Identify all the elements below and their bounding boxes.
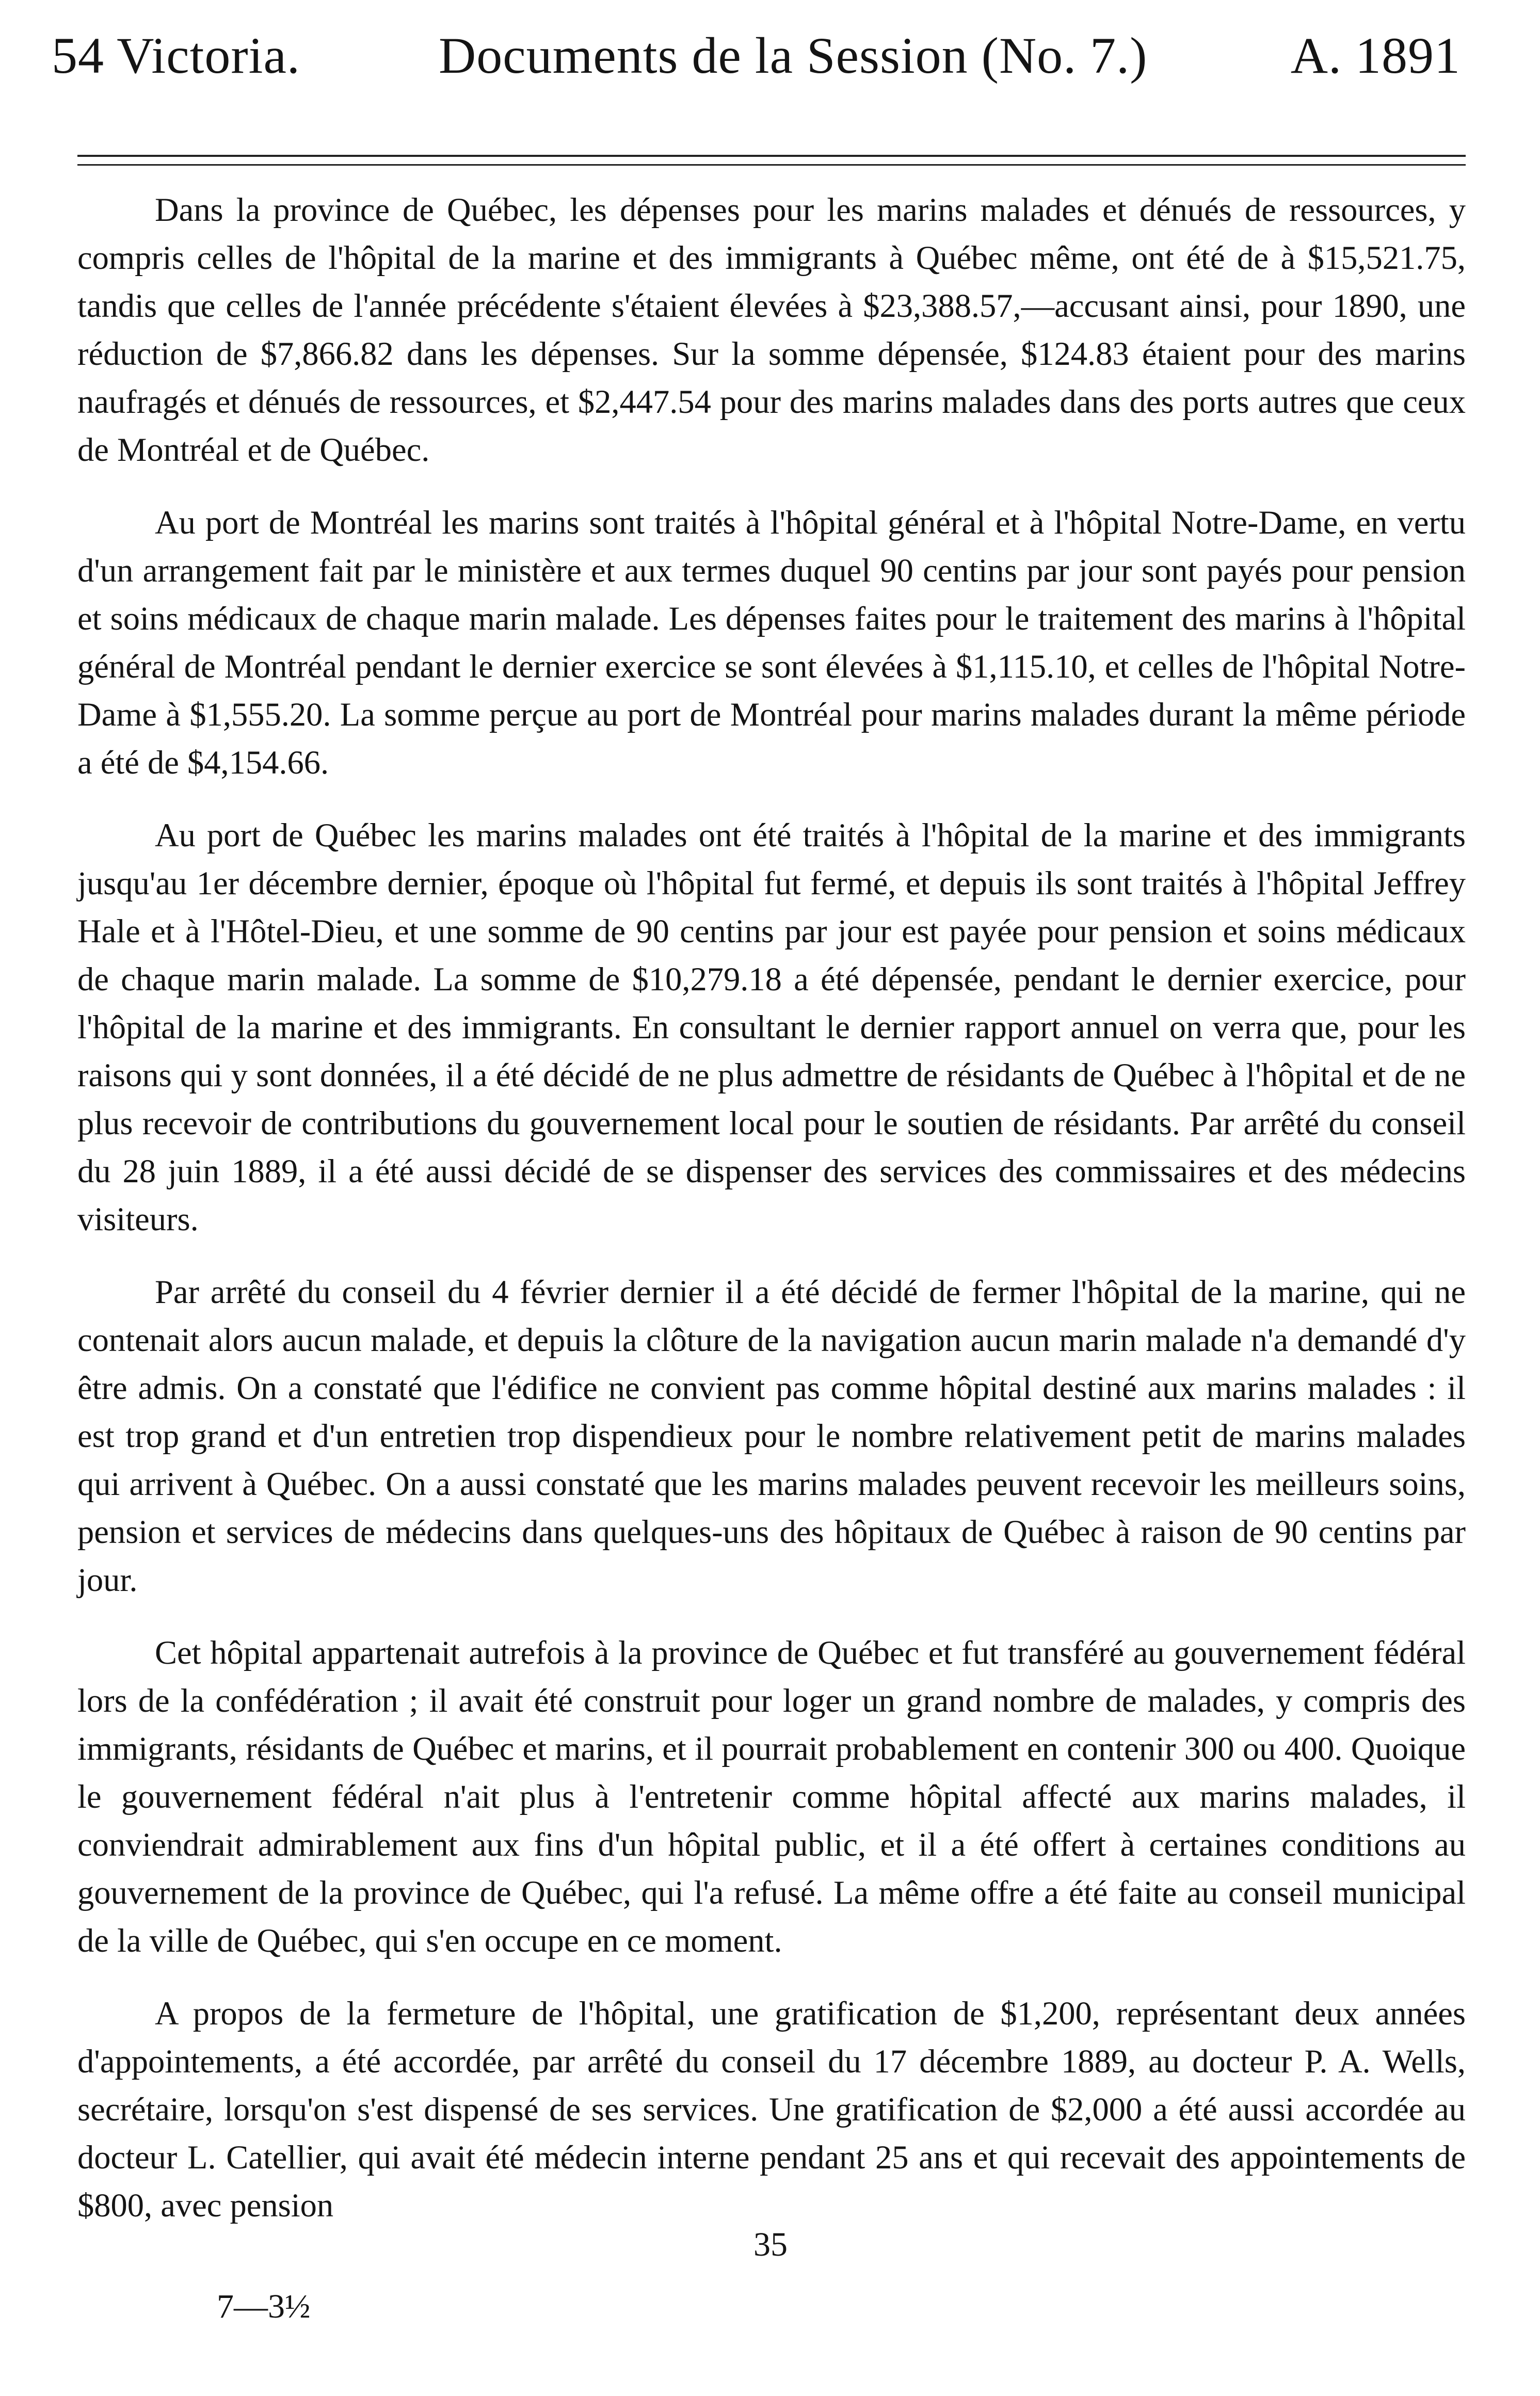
header-volume: 54 Victoria. [52, 27, 300, 84]
paragraph-quebec-expenses: Dans la province de Québec, les dépenses pour les marins malades et dénués de ressources, y compris celles de l'hôpital de la marine et des immigrants à Québec même, ont été de à $15,521.75, tandis que celles de l'année précédente s'étaient élevées à $23,388.57,—accusant ainsi, pour 1890, une réduction de $7,866.82 dans les dépenses. Sur la somme dépensée, $124.83 étaient pour des marins naufragés et dénués de ressources, et $2,447.54 pour des marins malades dans des ports autres que ceux de Montréal et de Québec. [77, 191, 1466, 468]
header-rule-bottom [77, 164, 1466, 166]
paragraph-montreal-port: Au port de Montréal les marins sont traités à l'hôpital général et à l'hôpital Notre-Dame, en vertu d'un arrangement fait par le ministère et aux termes duquel 90 centins par jour sont payés pour pension et soins médicaux de chaque marin malade. Les dépenses faites pour le traitement des marins à l'hôpital général de Montréal pendant le dernier exercice se sont élevées à $1,115.10, et celles de l'hôpital Notre-Dame à $1,555.20. La somme perçue au port de Montréal pour marins malades durant la même période a été de $4,154.66. [77, 504, 1466, 781]
header-year: A. 1891 [1290, 27, 1461, 84]
paragraph-hospital-closure: Par arrêté du conseil du 4 février dernier il a été décidé de fermer l'hôpital de la marine, qui ne contenait alors aucun malade, et depuis la clôture de la navigation aucun marin malade n'a demandé d'y être admis. On a constaté que l'édifice ne convient pas comme hôpital destiné aux marins malades : il est trop grand et d'un entretien trop dispendieux pour le nombre relativement petit de marins malades qui arrivent à Québec. On a aussi constaté que les marins malades peuvent recevoir les meilleurs soins, pension et services de médecins dans quelques-uns des hôpitaux de Québec à raison de 90 centins par jour. [77, 1274, 1466, 1598]
header-rule-top [77, 155, 1466, 157]
running-header [52, 25, 1461, 87]
header-title: Documents de la Session (No. 7.) [439, 27, 1148, 84]
paragraph-gratifications: A propos de la fermeture de l'hôpital, une gratification de $1,200, représentant deux années d'appointements, a été accordée, par arrêté du conseil du 17 décembre 1889, au docteur P. A. Wells, secrétaire, lorsqu'on s'est dispensé de ses services. Une gratification de $2,000 a été aussi accordée au docteur L. Catellier, qui avait été médecin interne pendant 25 ans et qui recevait des appointements de $800, avec pension [77, 1995, 1466, 2224]
paragraph-quebec-port: Au port de Québec les marins malades ont été traités à l'hôpital de la marine et des immigrants jusqu'au 1er décembre dernier, époque où l'hôpital fut fermé, et depuis ils sont traités à l'hôpital Jeffrey Hale et à l'Hôtel-Dieu, et une somme de 90 centins par jour est payée pour pension et soins médicaux de chaque marin malade. La somme de $10,279.18 a été dépensée, pendant le dernier exercice, pour l'hôpital de la marine et des immigrants. En consultant le dernier rapport annuel on verra que, pour les raisons qui y sont données, il a été décidé de ne plus admettre de résidants de Québec à l'hôpital et de ne plus recevoir de contributions du gouvernement local pour le soutien de résidants. Par arrêté du conseil du 28 juin 1889, il a été aussi décidé de se dispenser des services des commissaires et des médecins visiteurs. [77, 817, 1466, 1237]
signature-mark: 7—3½ [217, 2288, 311, 2325]
body-text [77, 186, 1466, 2254]
paragraph-hospital-history: Cet hôpital appartenait autrefois à la province de Québec et fut transféré au gouvernement fédéral lors de la confédération ; il avait été construit pour loger un grand nombre de malades, y compris des immigrants, résidants de Québec et marins, et il pourrait probablement en contenir 300 ou 400. Quoique le gouvernement fédéral n'ait plus à l'entretenir comme hôpital affecté aux marins malades, il conviendrait admirablement aux fins d'un hôpital public, et il a été offert à certaines conditions au gouvernement de la province de Québec, qui l'a refusé. La même offre a été faite au conseil municipal de la ville de Québec, qui s'en occupe en ce moment. [77, 1634, 1466, 1959]
page-number: 35 [753, 2226, 788, 2263]
